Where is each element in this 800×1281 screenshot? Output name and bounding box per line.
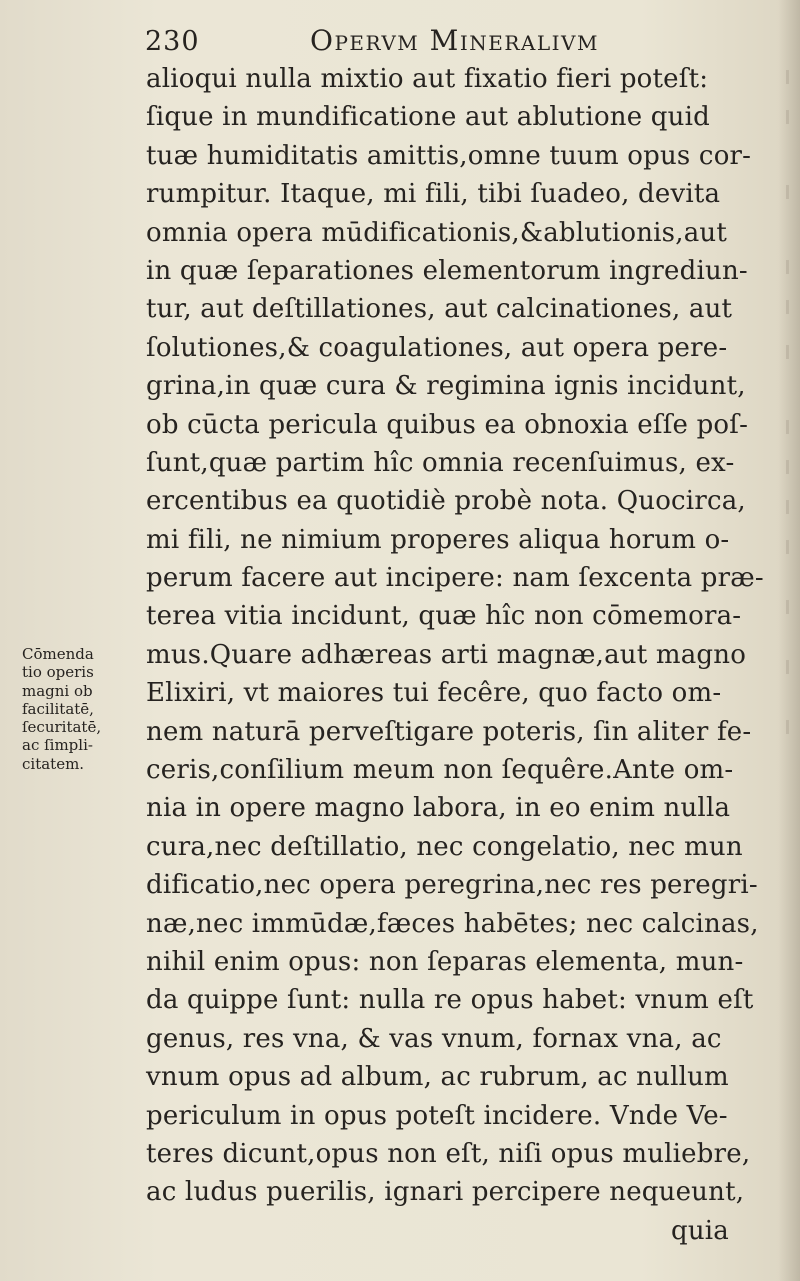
bleed-mark [786, 500, 789, 514]
text-line: teres dicunt,opus non eſt, niſi opus muliebre, [146, 1138, 751, 1169]
text-line: alioqui nulla mixtio aut fixatio fieri poteſt: [146, 64, 709, 94]
bleed-mark [786, 720, 789, 734]
bleed-through-marks [782, 60, 796, 1210]
running-head: Opervm Mineralivm [310, 24, 599, 57]
page-header [145, 22, 785, 62]
bleed-mark [786, 260, 789, 274]
page-number: 230 [145, 26, 200, 57]
text-line: rumpitur. Itaque, mi fili, tibi ſuadeo, devita [146, 179, 721, 210]
text-line: tur, aut deſtillationes, aut calcinationes, aut [146, 294, 733, 325]
text-line: quia [671, 1215, 730, 1246]
text-line: periculum in opus poteſt incidere. Vnde Ve- [146, 1100, 728, 1131]
bleed-mark [786, 540, 789, 554]
text-line: vnum opus ad album, ac rubrum, ac nullum [146, 1062, 729, 1093]
text-line: næ,nec immūdæ,fæces habētes; nec calcinas, [146, 908, 759, 939]
margin-note-line: Cōmenda [22, 645, 94, 663]
text-line: terea vitia incidunt, quæ hîc non cōmemora- [146, 601, 742, 632]
text-line: nem naturā perveſtigare poteris, ſin aliter fe- [146, 716, 752, 747]
margin-note [22, 645, 137, 773]
bleed-mark [786, 345, 789, 359]
text-line: perum facere aut incipere: nam ſexcenta præ- [146, 563, 764, 594]
margin-note-line: citatem. [22, 754, 85, 773]
bleed-mark [786, 660, 789, 674]
text-line: tuæ humiditatis amittis,omne tuum opus cor- [146, 140, 752, 171]
text-line: da quippe ſunt: nulla re opus habet: vnum eſt [146, 985, 754, 1016]
text-line: ſolutiones,& coagulationes, aut opera pere- [146, 332, 728, 363]
margin-note-line: ſecuritatē, [22, 718, 102, 737]
text-line: dificatio,nec opera peregrina,nec res peregri- [146, 870, 758, 901]
text-line: nia in opere magno labora, in eo enim nulla [146, 793, 731, 824]
main-text-block [146, 60, 776, 1250]
text-line: ac ludus puerilis, ignari percipere nequeunt, [146, 1177, 745, 1208]
text-line: in quæ ſeparationes elementorum ingrediun- [146, 255, 748, 286]
text-line: ceris,conſilium meum non ſequêre.Ante om- [146, 755, 734, 786]
bleed-mark [786, 420, 789, 434]
margin-note-line: ac ſimpli- [22, 736, 93, 755]
bleed-mark [786, 70, 789, 84]
text-line: grina,in quæ cura & regimina ignis incidunt, [146, 371, 746, 402]
text-line: omnia opera mūdificationis,&ablutionis,aut [146, 217, 727, 248]
margin-note-line: magni ob [22, 681, 93, 700]
text-line: nihil enim opus: non ſeparas elementa, mun- [146, 946, 744, 977]
text-line: mus.Quare adhæreas arti magnæ,aut magno [146, 639, 747, 670]
text-line: ob cūcta pericula quibus ea obnoxia eſſe poſ- [146, 409, 749, 440]
text-line: cura,nec deſtillatio, nec congelatio, nec mun [146, 831, 743, 862]
bleed-mark [786, 600, 789, 614]
text-line: ſique in mundificatione aut ablutione quid [146, 102, 710, 133]
text-line: genus, res vna, & vas vnum, fornax vna, ac [146, 1023, 722, 1054]
bleed-mark [786, 185, 789, 199]
bleed-mark [786, 460, 789, 474]
text-line: Elixiri, vt maiores tui fecêre, quo facto om- [146, 678, 722, 709]
text-line: ercentibus ea quotidiè probè nota. Quocirca, [146, 486, 746, 517]
text-line: ſunt,quæ partim hîc omnia recenſuimus, ex- [146, 447, 735, 478]
bleed-mark [786, 110, 789, 124]
text-line: mi fili, ne nimium properes aliqua horum o- [146, 524, 730, 555]
margin-note-line: facilitatē, [22, 699, 94, 718]
margin-note-line: tio operis [22, 663, 94, 682]
bleed-mark [786, 300, 789, 314]
